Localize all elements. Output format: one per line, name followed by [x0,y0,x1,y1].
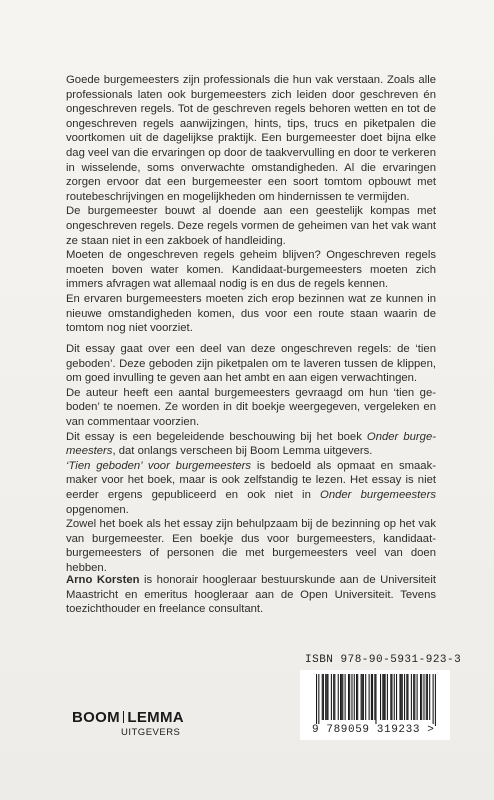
barcode-bar [426,674,427,720]
barcode-bar [365,674,366,720]
isbn-label: ISBN 978-90-5931-923-3 [305,654,462,666]
barcode-bar [333,674,334,720]
intro-paragraph-2: De burgemeester bouwt al doende aan een geestelijk kompas met ongeschreven regels. Deze regels vormen de geheimen van het vak want ze staan niet in een zakboek of handleiding. [66,205,436,247]
barcode-bar [362,674,363,720]
barcode-bar [340,674,341,720]
barcode-bar [433,674,434,726]
essay-paragraph-3 [66,430,436,459]
barcode-bar [341,674,342,720]
barcode-bar [345,674,346,720]
barcode-bar [351,674,352,720]
barcode-bar [401,674,402,720]
barcode-bar [361,674,362,720]
barcode-bar [414,674,415,720]
author-name: Arno Korsten [66,574,140,586]
barcode-bar [322,674,323,720]
essay-p4-mid: is bedoeld als opmaat en smaak-maker voor het boek, maar is ook zelfstandig te lezen. Het essay is niet eerder ergens gepubliceerd en ook niet in [66,459,437,501]
barcode-bar [371,674,372,720]
logo-separator [123,711,125,723]
barcode-bar [411,674,412,720]
intro-text [66,73,436,336]
barcode-bar [390,674,391,720]
barcode-bar [372,674,373,720]
barcode-bar [363,674,364,720]
barcode-bar [382,674,383,720]
intro-paragraph-1: Goede burgemeesters zijn professionals die hun vak verstaan. Zoals alle professionals laten ook burgemeesters zich leiden door geschreven én ongeschreven regels. Tot de geschreven regels behoren wetten en tot de ongeschreven regels aanwijzingen, hints, tips, trucs en piketpalen die voortkomen uit de dagelijkse praktijk. Een burgemeester doet bijna elke dag veel van die ervaringen op door de taakvervulling en door te verkeren in wisselende, soms onverwachte omstandigheden. Al die ervaringen zorgen ervoor dat een burgemeester een soort tomtom opbouwt met routebeschrijvingen en mogelijkheden om hindernissen te vermijden. [66,74,436,203]
barcode-digits: 9 789059 319233 > [312,724,435,736]
barcode-bar [342,674,343,720]
barcode-bar [427,674,428,720]
barcode-bar [420,674,421,720]
barcode-bar [394,674,395,720]
barcode-bar [413,674,414,720]
essay-paragraph-5: Zowel het boek als het essay zijn behulpzaam bij de bezinning op het vak van burgemeester. Een boekje dus voor burgemeesters, kandidaat-burgemeesters of personen die met burgemeesters veel van doen hebben. [66,518,436,574]
publisher-sub: UITGEVERS [121,727,181,738]
barcode-bar [369,674,370,720]
barcode-bar [323,674,324,720]
essay-paragraph-4 [66,459,436,517]
barcode-bar [334,674,335,720]
barcode-bar [325,674,326,720]
barcode-bar [391,674,392,720]
barcode-bar [407,674,408,720]
barcode-bar [356,674,357,720]
author-bio-text: is honorair hoogleraar bestuurskunde aan de Universiteit Maastricht en emeritus hoogleraar aan de Open Universiteit. Tevens toezichthouder en freelance consultant. [66,574,436,616]
barcode-bar [383,674,384,720]
barcode-bar [331,674,332,720]
barcode-bar [429,674,430,720]
barcode-bar [406,674,407,720]
barcode-bar [399,674,400,720]
barcode-bar [402,674,403,720]
essay-p4-post: opgenomen. [66,503,129,516]
book-title-2: Onder burgemeesters [320,488,436,501]
barcode-bar [375,674,376,726]
essay-p3-post: , dat onlangs verscheen bij Boom Lemma uitgevers. [112,445,373,458]
essay-text [66,342,436,576]
barcode-bar [385,674,386,720]
barcode-bar [357,674,358,720]
essay-p3-pre: Dit essay is een begeleidende beschouwing bij het boek [66,430,367,443]
essay-title: ‘Tien geboden’ voor burgemeesters [66,459,252,472]
barcode-bar [387,674,388,720]
intro-paragraph-3: Moeten de ongeschreven regels geheim blijven? Ongeschreven regels moeten boven water komen. Kandidaat-burgemeesters moeten zich immers afvragen wat allemaal nodig is en dus de regels kennen. [66,249,436,291]
publisher-logo [72,709,184,738]
barcode-bar [316,674,317,726]
essay-paragraph-1: Dit essay gaat over een deel van deze ongeschreven regels: de ‘tien geboden’. Deze geboden zijn piketpalen om te laveren tussen de klippen, om goed invulling te geven aan het ambt en aan eigen verwachtingen. [66,343,436,385]
essay-paragraph-2: De auteur heeft een aantal burgemeesters gevraagd om hun ‘tien ge-boden’ te noemen. Ze worden in dit boekje weergegeven, vergeleken en van commentaar voorzien. [66,386,436,428]
publisher-name-right: LEMMA [127,709,184,726]
intro-paragraph-4: En ervaren burgemeesters moeten zich erop bezinnen wat ze kunnen in nieuwe omstandigheden komen, dus voor een route staan waarin de tomtom nog niet voorziet. [66,292,436,335]
barcode-bar [374,674,375,720]
barcode-bar [326,674,327,720]
author-bio [66,573,436,617]
barcode-bars [316,674,436,726]
barcode-bar [421,674,422,720]
barcode-bar [348,674,349,720]
barcode-bar [404,674,405,720]
barcode-bar [435,674,436,726]
barcode-bar [423,674,424,720]
barcode-bar [327,674,328,720]
barcode-bar [354,674,355,720]
barcode-bar [396,674,397,720]
barcode-bar [338,674,339,720]
publisher-name-left: BOOM [72,709,120,726]
barcode-bar [417,674,418,720]
barcode-bar [349,674,350,720]
barcode-bar [318,674,319,726]
barcode-bar [380,674,381,720]
book-title: Onder burge-meesters [66,430,436,458]
